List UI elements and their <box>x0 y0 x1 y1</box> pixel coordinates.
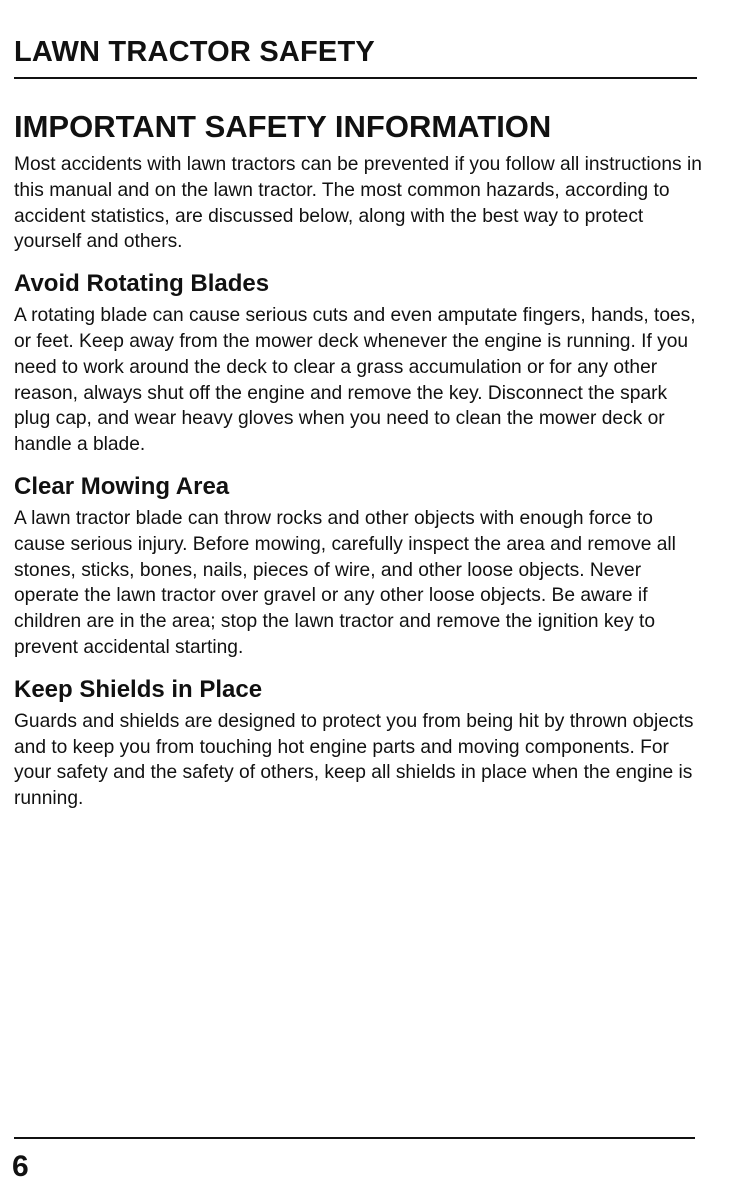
section-heading: Keep Shields in Place <box>14 675 263 703</box>
section-heading: Clear Mowing Area <box>14 472 230 500</box>
header-divider <box>14 77 697 79</box>
page-number: 6 <box>12 1150 29 1183</box>
section-keep-shields-in-place <box>14 675 704 812</box>
section-body: Guards and shields are designed to protect you from being hit by thrown objects and to keep you from touching hot engine parts and moving components. For your safety and the safety of others, keep all shields in place when the engine is running. <box>14 710 694 810</box>
section-body: A rotating blade can cause serious cuts and even amputate fingers, hands, toes, or feet. Keep away from the mower deck whenever the engine is running. If you need to work around the deck to clear a grass accumulation or for any other reason, always shut off the engine and remove the key. Disconnect the spark plug cap, and wear heavy gloves when you need to clean the mower deck or handle a blade. <box>14 305 696 456</box>
footer-divider <box>14 1137 695 1139</box>
section-avoid-rotating-blades <box>14 269 704 458</box>
section-body: A lawn tractor blade can throw rocks and other objects with enough force to cause serious injury. Before mowing, carefully inspect the area and remove all stones, sticks, bones, nails, pieces of wire, and other loose objects. Never operate the lawn tractor over gravel or any other loose objects. Be aware if children are in the area; stop the lawn tractor and remove the ignition key to prevent accidental starting. <box>14 507 676 658</box>
intro-paragraph: Most accidents with lawn tractors can be prevented if you follow all instructions in this manual and on the lawn tractor. The most common hazards, according to accident statistics, are discussed below, along with the best way to protect yourself and others. <box>14 154 702 253</box>
page-title: IMPORTANT SAFETY INFORMATION <box>14 109 552 144</box>
running-header: LAWN TRACTOR SAFETY <box>14 36 375 68</box>
page-content <box>14 108 704 812</box>
section-clear-mowing-area <box>14 472 704 661</box>
section-heading: Avoid Rotating Blades <box>14 270 270 298</box>
